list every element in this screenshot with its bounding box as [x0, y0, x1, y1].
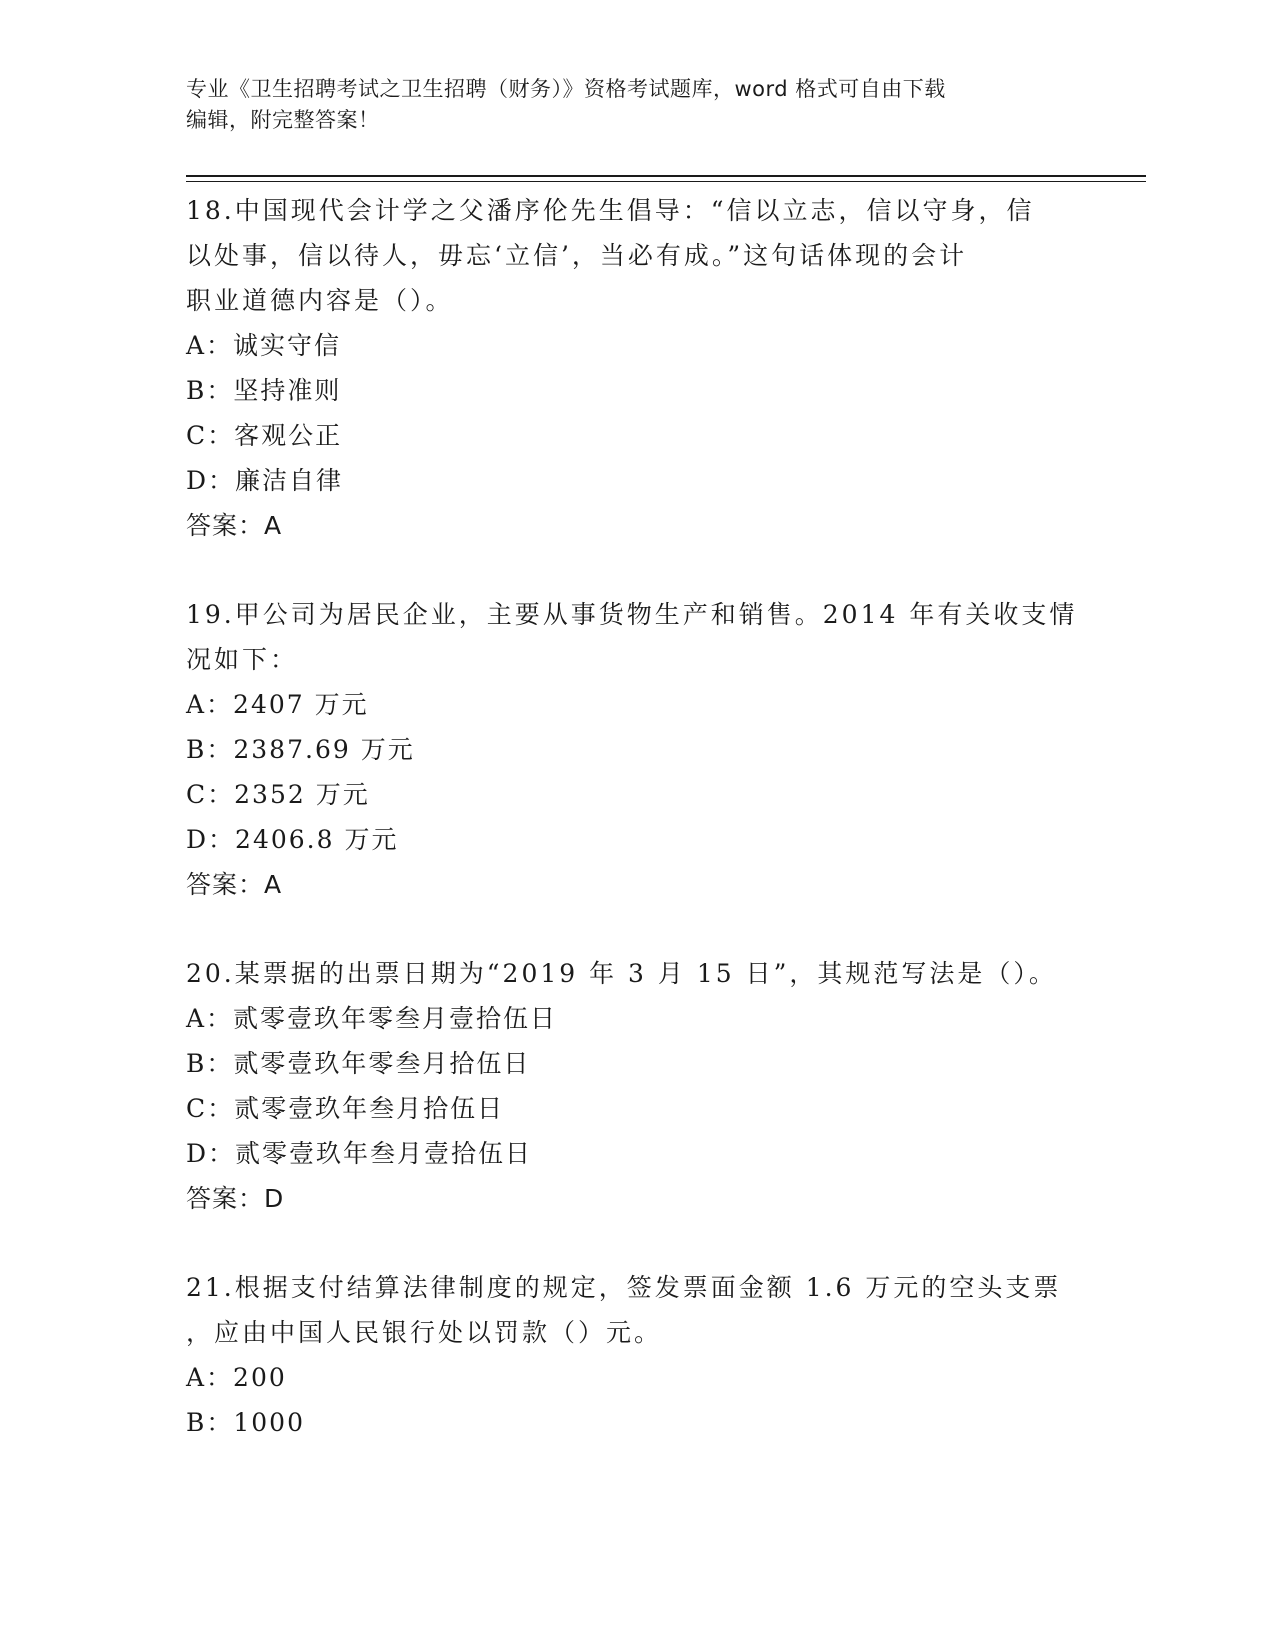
option-b: B：2387.69 万元	[186, 735, 415, 764]
question-stem-line: 18.中国现代会计学之父潘序伦先生倡导：“信以立志，信以守身，信	[186, 196, 1035, 225]
option-c: C：客观公正	[186, 421, 343, 450]
option-c: C：2352 万元	[186, 780, 370, 809]
document-header	[186, 74, 1066, 136]
header-line-1: 专业《卫生招聘考试之卫生招聘（财务）》资格考试题库，word 格式可自由下载	[186, 77, 946, 101]
header-divider-thick	[186, 175, 1146, 177]
question-stem-line: 职业道德内容是（）。	[186, 286, 454, 315]
question-21	[186, 1265, 1086, 1445]
question-stem-line: 20.某票据的出票日期为“2019 年 3 月 15 日”，其规范写法是（）。	[186, 959, 1057, 988]
option-a: A：贰零壹玖年零叁月壹拾伍日	[186, 1004, 558, 1033]
option-b: B：坚持准则	[186, 376, 342, 405]
option-d: D：廉洁自律	[186, 466, 344, 495]
question-stem-line: ，应由中国人民银行处以罚款（）元。	[186, 1318, 663, 1347]
question-stem-line: 况如下：	[186, 645, 299, 674]
option-a: A：200	[186, 1363, 287, 1392]
answer-text: 答案：A	[186, 870, 283, 899]
option-c: C：贰零壹玖年叁月拾伍日	[186, 1094, 505, 1123]
question-19	[186, 592, 1086, 907]
option-d: D：2406.8 万元	[186, 825, 399, 854]
option-a: A：2407 万元	[186, 690, 369, 719]
option-a: A：诚实守信	[186, 331, 342, 360]
option-b: B：1000	[186, 1408, 305, 1437]
answer-text: 答案：A	[186, 511, 283, 540]
option-d: D：贰零壹玖年叁月壹拾伍日	[186, 1139, 533, 1168]
header-divider-thin	[186, 181, 1146, 182]
question-stem-line: 以处事，信以待人，毋忘‘立信’，当必有成。”这句话体现的会计	[186, 241, 968, 270]
answer-text: 答案：D	[186, 1184, 285, 1213]
header-line-2: 编辑，附完整答案！	[186, 108, 380, 132]
option-b: B：贰零壹玖年零叁月拾伍日	[186, 1049, 531, 1078]
question-stem-line: 19.甲公司为居民企业，主要从事货物生产和销售。2014 年有关收支情	[186, 600, 1078, 629]
question-18	[186, 188, 1086, 548]
question-stem-line: 21.根据支付结算法律制度的规定，签发票面金额 1.6 万元的空头支票	[186, 1273, 1062, 1302]
question-list	[186, 188, 1086, 1489]
question-20	[186, 951, 1086, 1221]
